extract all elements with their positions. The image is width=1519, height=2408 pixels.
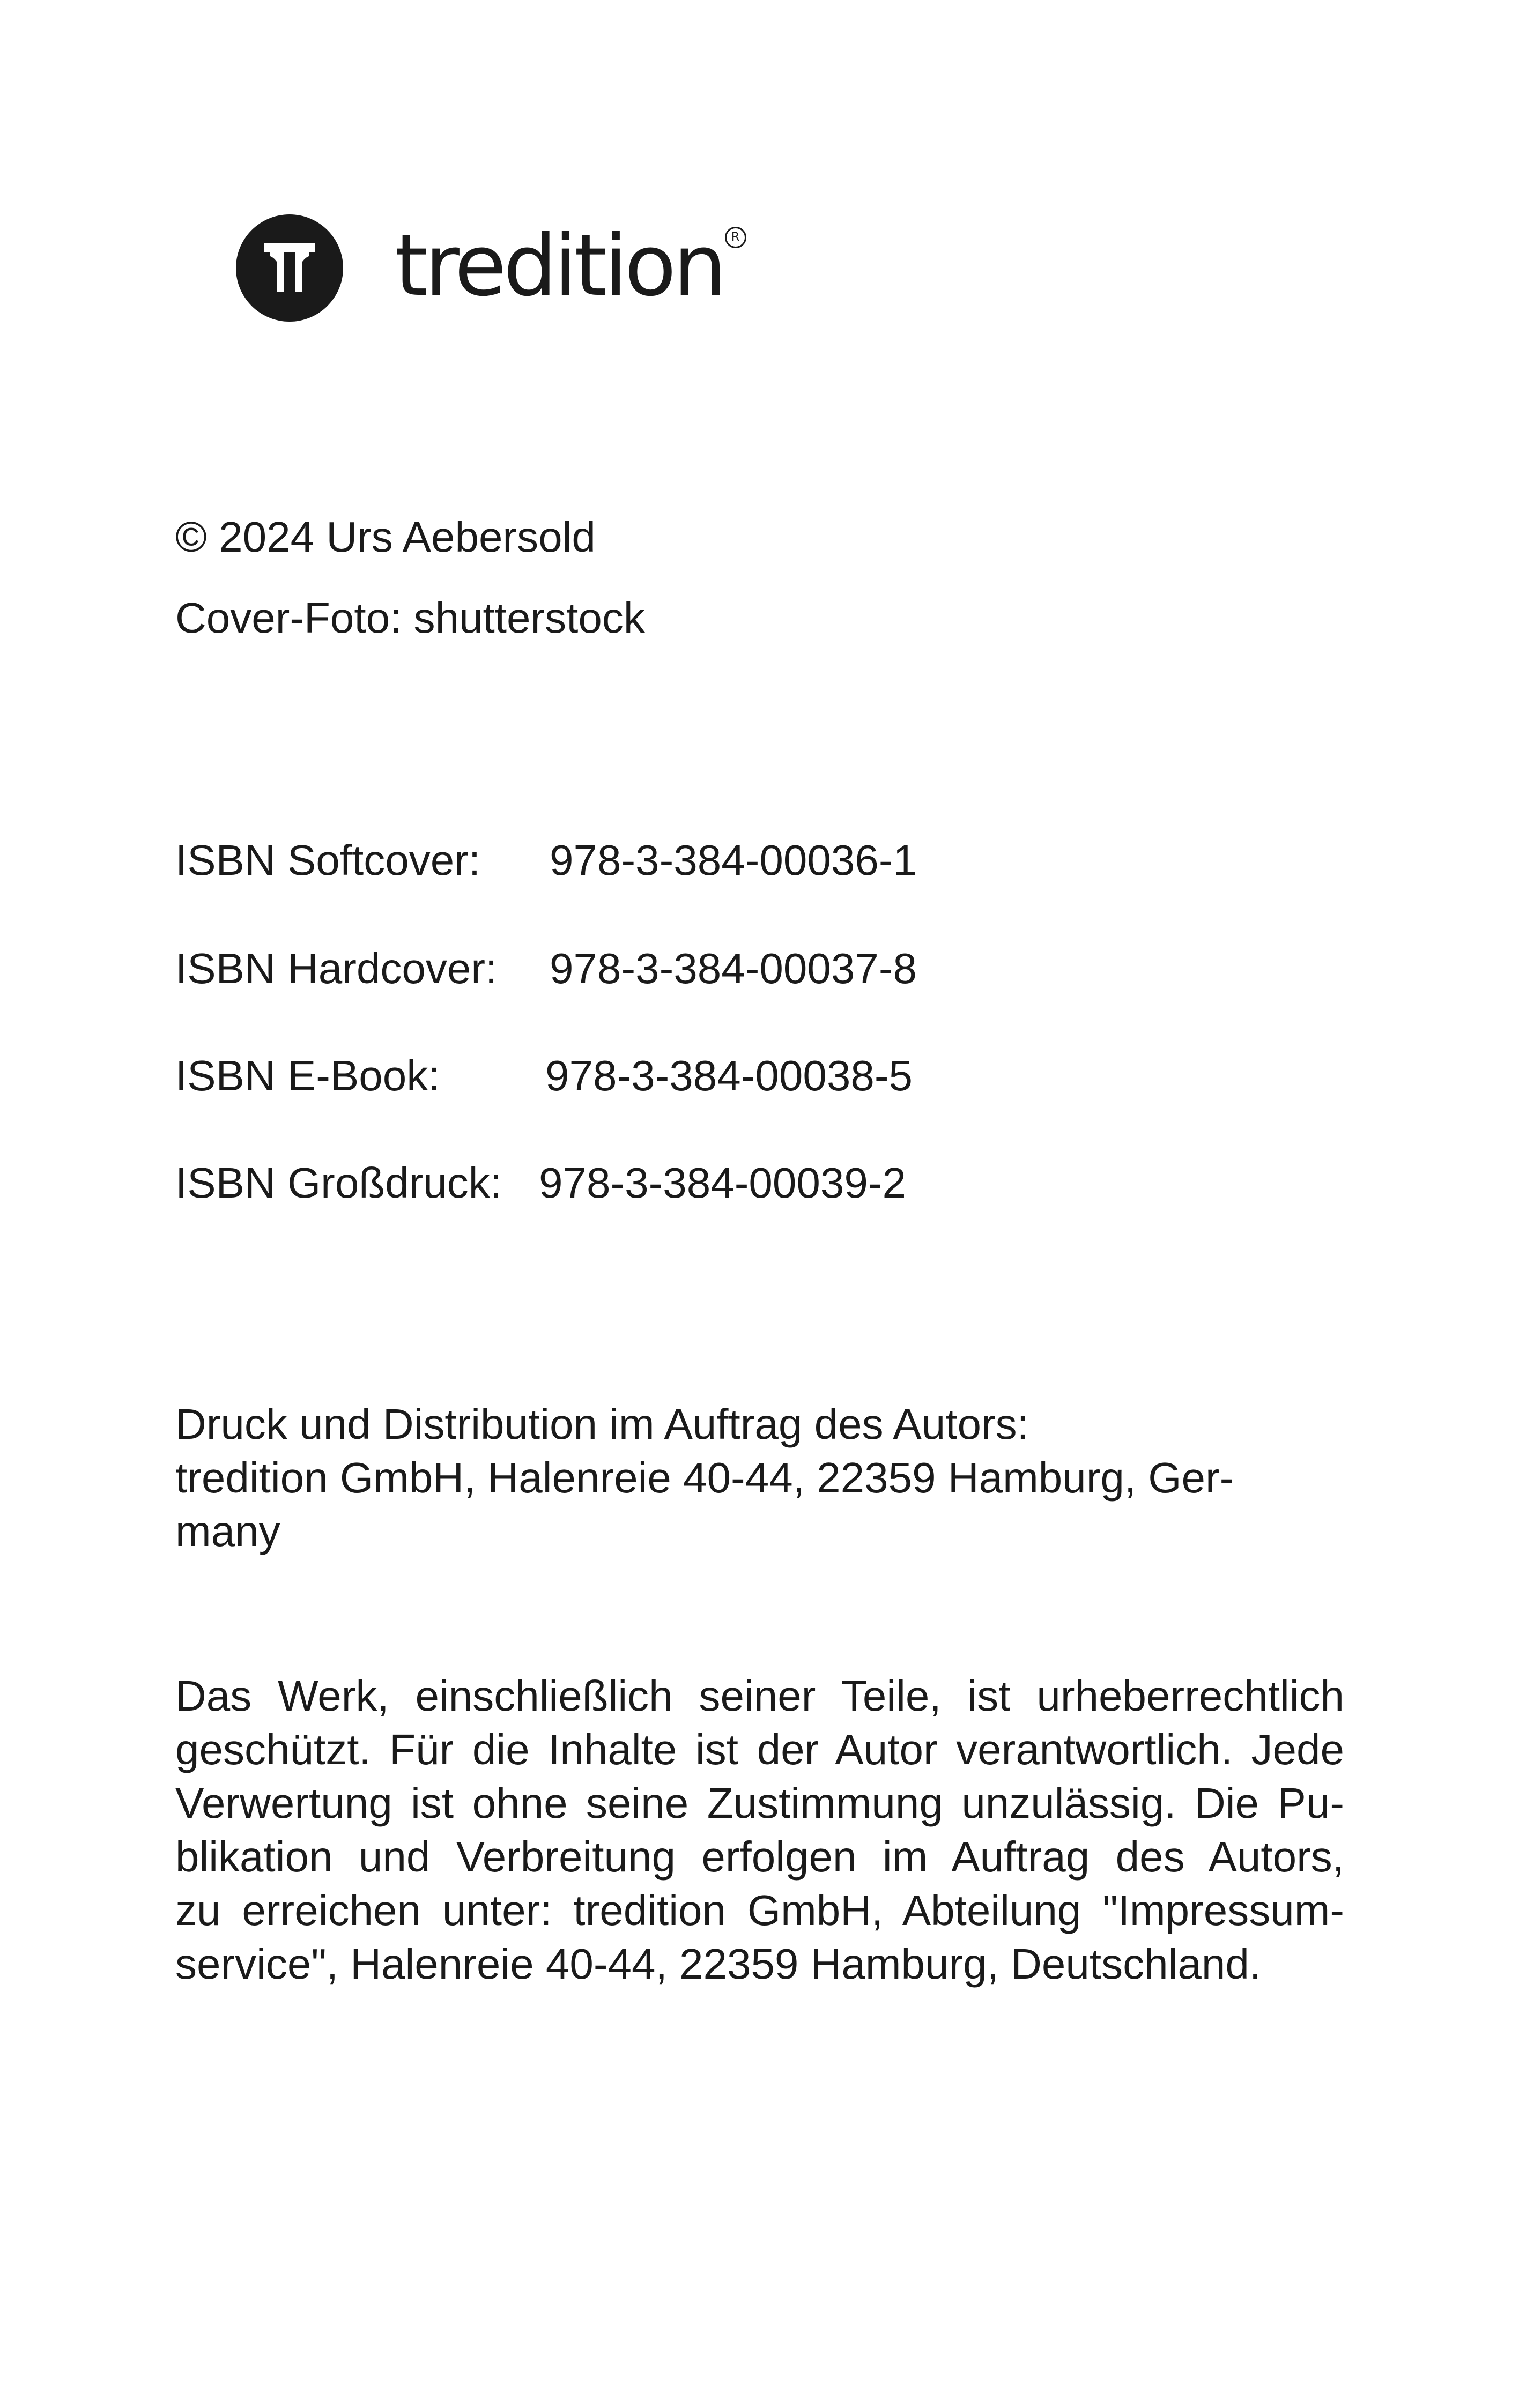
distribution-line: Druck und Distribution im Auftrag des Autors: <box>175 1400 1029 1448</box>
notice-line: service", Halenreie 40-44, 22359 Hamburg, Deutschland. <box>175 1940 1262 1988</box>
notice-line: blikation und Verbreitung erfolgen im Auftrag des Autors, <box>175 1833 1344 1881</box>
distribution-line: tredition GmbH, Halenreie 40-44, 22359 Hamburg, Ger- <box>175 1454 1234 1502</box>
isbn-row <box>175 834 917 887</box>
distribution-paragraph <box>175 1398 1344 1558</box>
isbn-value: 978-3-384-00038-5 <box>545 1052 913 1099</box>
isbn-label: ISBN Softcover: <box>175 836 481 884</box>
isbn-row <box>175 942 917 995</box>
isbn-row <box>175 1049 913 1103</box>
isbn-label: ISBN Großdruck: <box>175 1159 502 1207</box>
registered-mark: R <box>725 227 746 248</box>
isbn-value: 978-3-384-00037-8 <box>550 945 917 992</box>
notice-line: Das Werk, einschließlich seiner Teile, ist urheberrechtlich <box>175 1672 1344 1720</box>
distribution-line: many <box>175 1507 280 1555</box>
isbn-label: ISBN E-Book: <box>175 1052 440 1099</box>
isbn-value: 978-3-384-00039-2 <box>539 1159 906 1207</box>
isbn-label: ISBN Hardcover: <box>175 945 498 992</box>
tredition-logo-icon <box>236 214 343 322</box>
logo-wordmark <box>395 217 740 315</box>
isbn-row <box>175 1156 906 1210</box>
notice-line: Verwertung ist ohne seine Zustimmung unzulässig. Die Pu- <box>175 1779 1344 1827</box>
publisher-logo <box>236 214 740 322</box>
notice-line: zu erreichen unter: tredition GmbH, Abteilung "Impressum- <box>175 1886 1344 1934</box>
copyright-line: © 2024 Urs Aebersold <box>175 513 596 561</box>
cover-photo-credit: Cover-Foto: shutterstock <box>175 594 645 642</box>
isbn-value: 978-3-384-00036-1 <box>550 836 917 884</box>
notice-line: geschützt. Für die Inhalte ist der Autor verantwortlich. Jede <box>175 1726 1344 1773</box>
logo-wordmark-text: tredition <box>395 217 724 315</box>
copyright-notice-paragraph <box>175 1669 1344 1991</box>
